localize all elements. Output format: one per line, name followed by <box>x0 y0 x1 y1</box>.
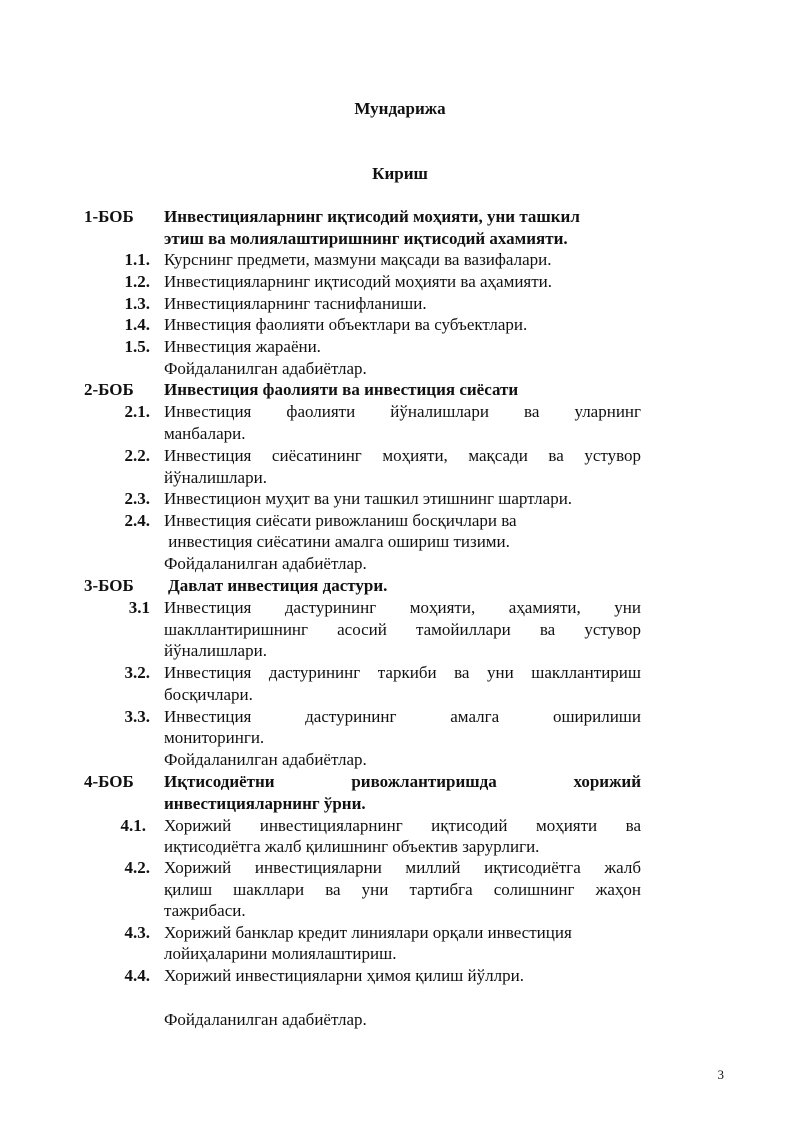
section-4-1-number: 4.1. <box>120 816 146 835</box>
section-2-4-text-line-1: Инвестиция сиёсати ривожланиш босқичлари ва <box>164 511 517 530</box>
section-1-3-number: 1.3. <box>124 294 150 313</box>
section-1-5-number: 1.5. <box>124 337 150 356</box>
section-3-1-text-line-3: йўналишлари. <box>164 641 267 660</box>
section-3-2-text-line-1: Инвестиция дастурининг таркиби ва уни шакллантириш <box>164 663 641 682</box>
section-1-3-text: Инвестицияларнинг таснифланиши. <box>164 294 427 313</box>
section-4-4-text: Хорижий инвестицияларни ҳимоя қилиш йўллри. <box>164 966 524 985</box>
chapter-4-title-line-2: инвестицияларнинг ўрни. <box>164 794 366 813</box>
section-2-3-number: 2.3. <box>124 489 150 508</box>
section-4-1-text-line-2: иқтисодиётга жалб қилишнинг объектив зарурлиги. <box>164 837 540 856</box>
section-3-3-text-line-1: Инвестиция дастурининг амалга оширилиши <box>164 707 641 726</box>
section-1-5-text: Инвестиция жараёни. <box>164 337 321 356</box>
section-1-4-number: 1.4. <box>124 315 150 334</box>
section-3-2-number: 3.2. <box>124 663 150 682</box>
section-2-4-number: 2.4. <box>124 511 150 530</box>
intro-heading: Кириш <box>372 164 428 183</box>
chapter-1-label: 1-БОБ <box>84 207 134 226</box>
chapter-3-label: 3-БОБ <box>84 576 134 595</box>
section-4-2-number: 4.2. <box>124 858 150 877</box>
chapter-1-title-line-1: Инвестицияларнинг иқтисодий моҳияти, уни ташкил <box>164 207 580 226</box>
section-2-1-text-line-2: манбалари. <box>164 424 246 443</box>
section-4-2-text-line-2: қилиш шакллари ва уни тартибга солишнинг жаҳон <box>164 880 641 899</box>
section-4-3-text-line-1: Хорижий банклар кредит линиялари орқали инвестиция <box>164 923 572 942</box>
section-3-1-text-line-1: Инвестиция дастурининг моҳияти, аҳамияти, уни <box>164 598 641 617</box>
chapter-2-references: Фойдаланилган адабиётлар. <box>164 554 367 573</box>
chapter-4-title-line-1: Иқтисодиётни ривожлантиришда хорижий <box>164 772 641 791</box>
section-4-2-text-line-1: Хорижий инвестицияларни миллий иқтисодиётга жалб <box>164 858 641 877</box>
chapter-3-title: Давлат инвестиция дастури. <box>168 576 388 595</box>
page-title: Мундарижа <box>354 99 446 118</box>
section-1-2-text: Инвестицияларнинг иқтисодий моҳияти ва аҳамияти. <box>164 272 553 291</box>
section-3-1-text-line-2: шакллантиришнинг асосий тамойиллари ва устувор <box>164 620 641 639</box>
chapter-4-label: 4-БОБ <box>84 772 134 791</box>
chapter-1-references: Фойдаланилган адабиётлар. <box>164 359 367 378</box>
page-number: 3 <box>717 1067 724 1082</box>
section-3-1-number: 3.1 <box>128 598 150 617</box>
section-4-2-text-line-3: тажрибаси. <box>164 901 246 920</box>
section-2-1-number: 2.1. <box>124 402 150 421</box>
section-2-2-number: 2.2. <box>124 446 150 465</box>
chapter-2-title: Инвестиция фаолияти ва инвестиция сиёсати <box>164 380 519 399</box>
chapter-1-title-line-2: этиш ва молиялаштиришнинг иқтисодий ахамияти. <box>164 229 568 248</box>
section-1-2-number: 1.2. <box>124 272 150 291</box>
chapter-3-references: Фойдаланилган адабиётлар. <box>164 750 367 769</box>
chapter-2-label: 2-БОБ <box>84 380 134 399</box>
section-2-2-text-line-2: йўналишлари. <box>164 468 267 487</box>
section-1-1-text: Курснинг предмети, мазмуни мақсади ва вазифалари. <box>164 250 552 269</box>
section-4-1-text-line-1: Хорижий инвестицияларнинг иқтисодий моҳияти ва <box>164 816 641 835</box>
section-2-2-text-line-1: Инвестиция сиёсатининг моҳияти, мақсади ва устувор <box>164 446 641 465</box>
section-3-3-number: 3.3. <box>124 707 150 726</box>
section-3-2-text-line-2: босқичлари. <box>164 685 253 704</box>
chapter-4-references: Фойдаланилган адабиётлар. <box>164 1010 367 1029</box>
section-2-4-text-line-2: инвестиция сиёсатини амалга ошириш тизими. <box>164 532 510 551</box>
section-4-4-number: 4.4. <box>124 966 150 985</box>
section-4-3-text-line-2: лойиҳаларини молиялаштириш. <box>164 944 397 963</box>
section-1-1-number: 1.1. <box>124 250 150 269</box>
section-1-4-text: Инвестиция фаолияти объектлари ва субъектлари. <box>164 315 528 334</box>
section-2-1-text-line-1: Инвестиция фаолияти йўналишлари ва уларнинг <box>164 402 641 421</box>
section-4-3-number: 4.3. <box>124 923 150 942</box>
section-3-3-text-line-2: мониторинги. <box>164 728 265 747</box>
section-2-3-text: Инвестицион муҳит ва уни ташкил этишнинг шартлари. <box>164 489 573 508</box>
